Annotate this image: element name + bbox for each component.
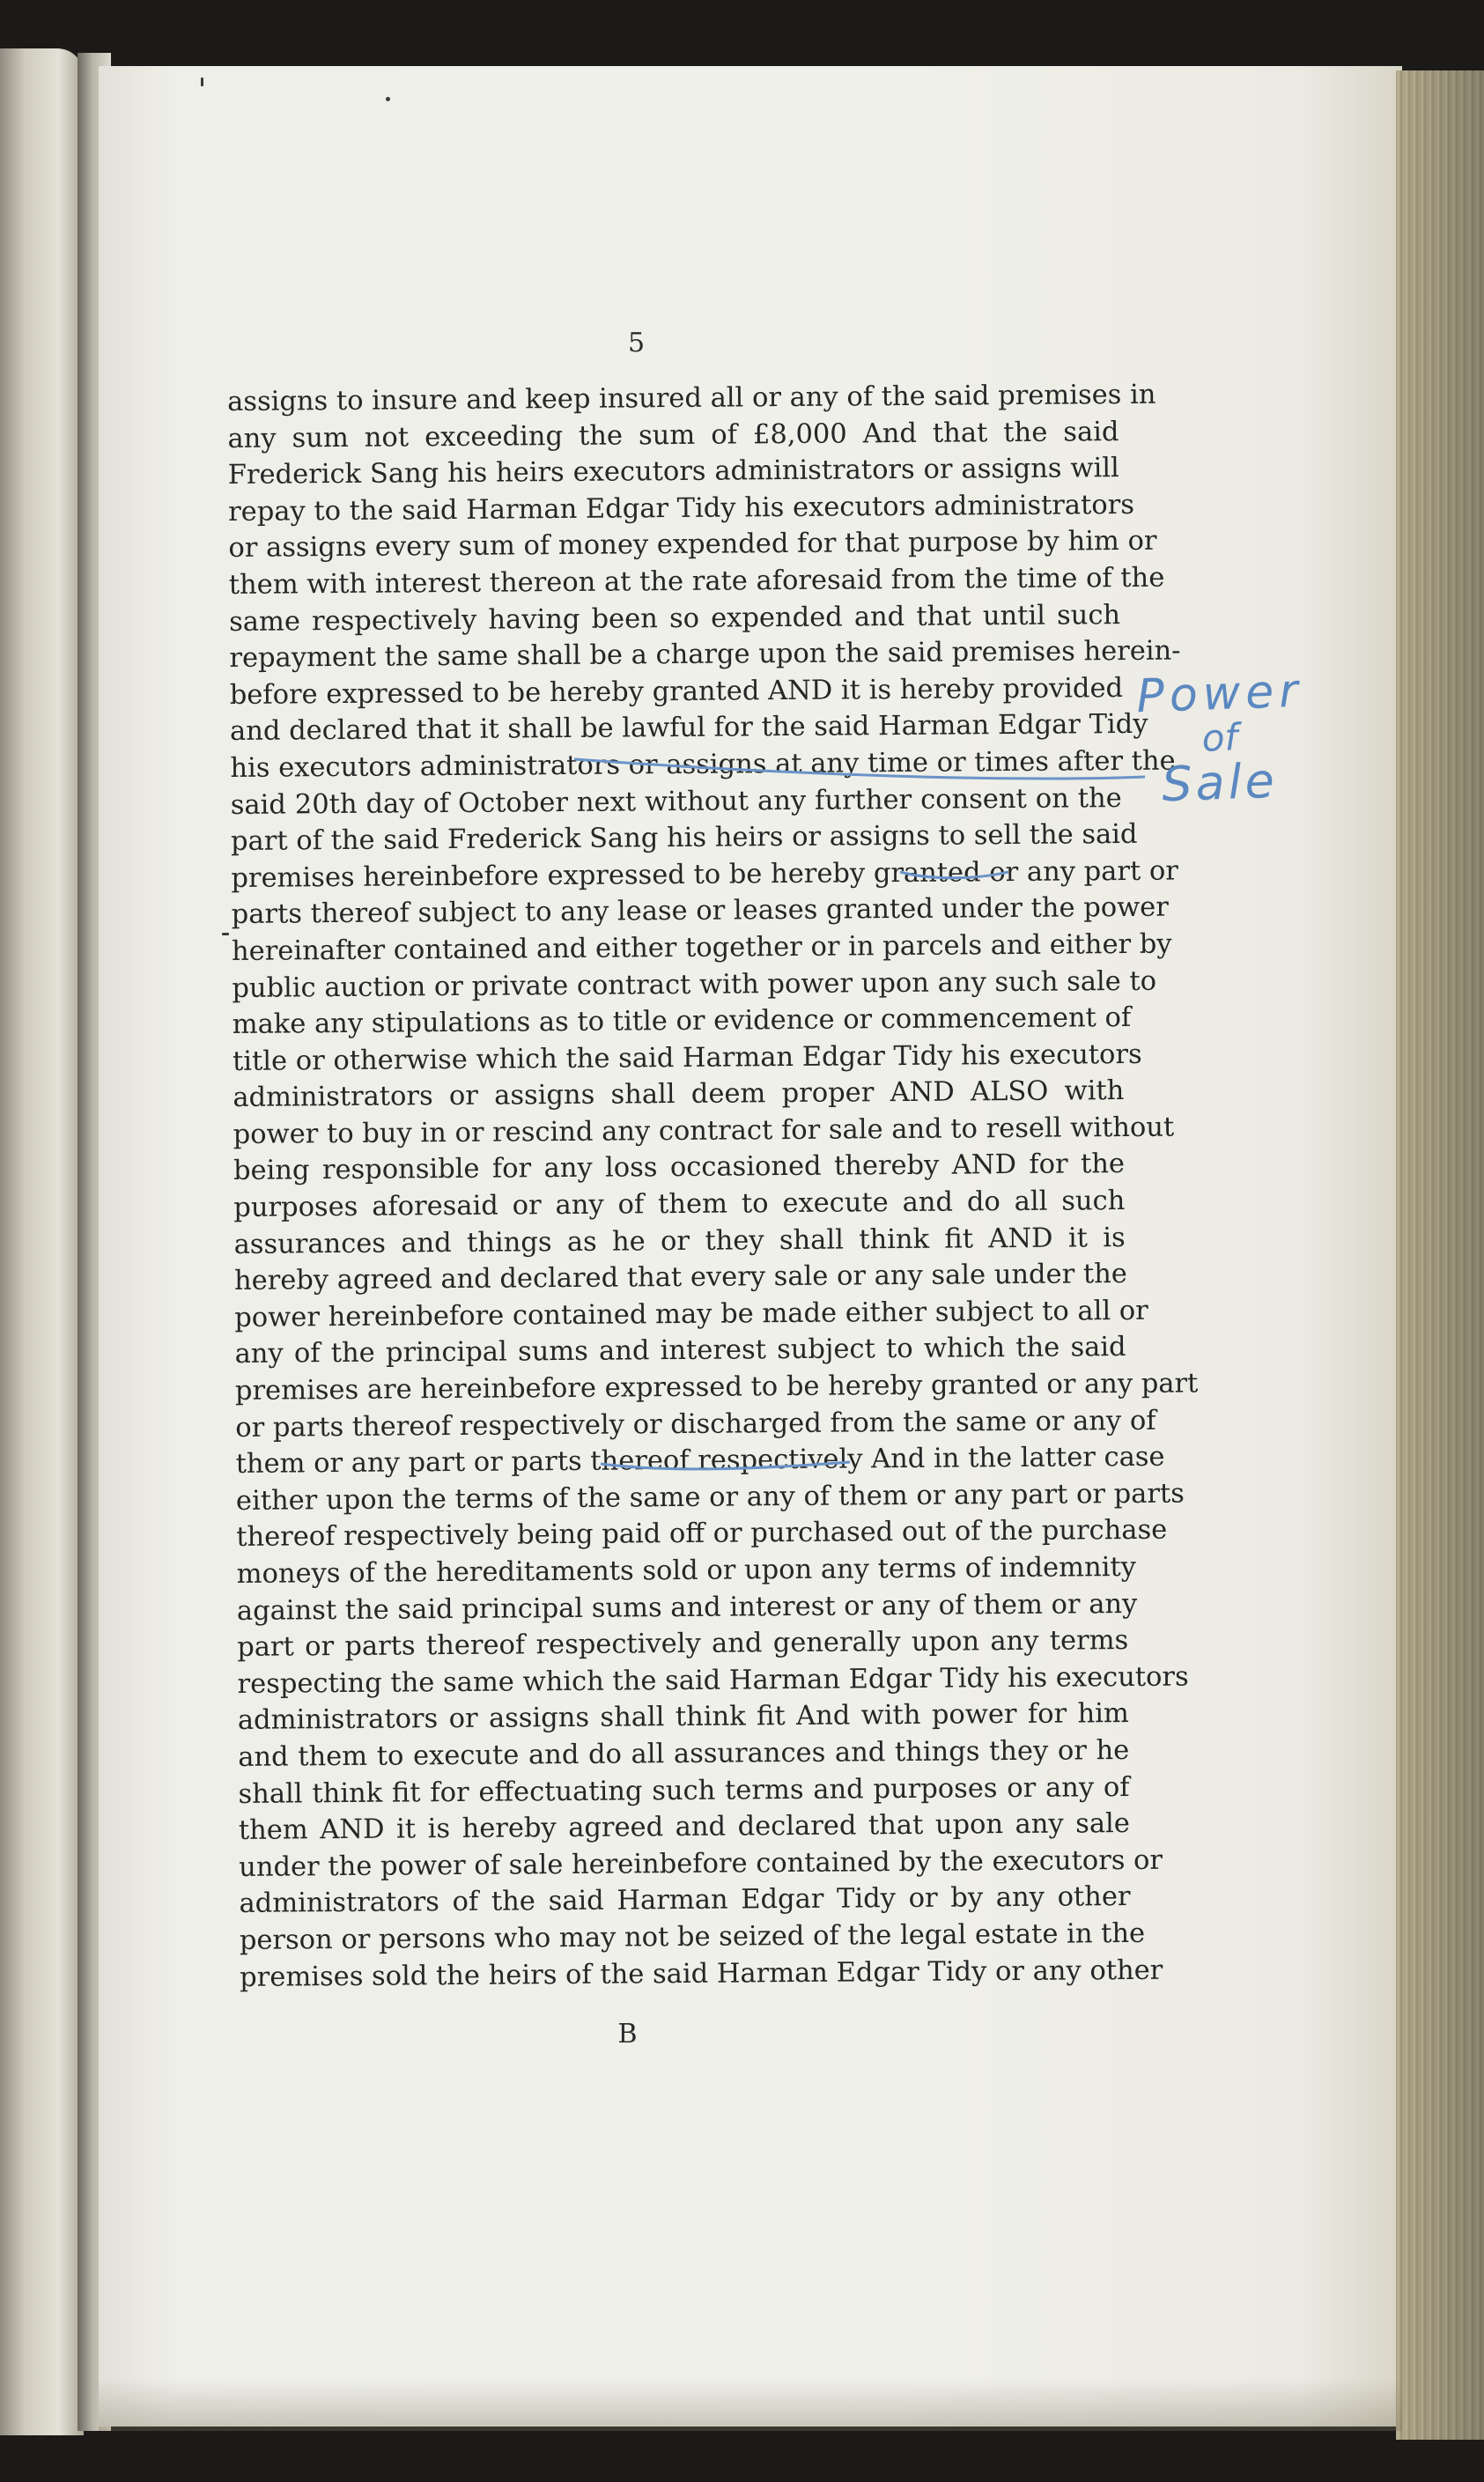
text-line: premises are hereinbefore expressed to be hereby granted or any part [234,1368,1199,1407]
text-line: thereof respectively being paid off or purchased out of the purchase [236,1515,1168,1554]
text-line: them or any part or parts thereof respectively And in the latter case [235,1441,1165,1481]
text-line: administrators of the said Harman Edgar Tidy or by any other [239,1881,1131,1920]
text-line: and them to execute and do all assurances and things they or he [238,1734,1130,1773]
text-line: hereinafter contained and either together or in parcels and either by [231,928,1172,967]
text-line: his executors administrators or assigns at any time or times after the [230,745,1176,784]
text-line: title or otherwise which the said Harman Edgar Tidy his executors [232,1038,1142,1077]
page-number: 5 [627,328,646,358]
text-line: power hereinbefore contained may be made either subject to all or [234,1295,1148,1333]
text-line: assurances and things as he or they shall think fit AND it is [233,1222,1126,1260]
text-line: respecting the same which the said Harman Edgar Tidy his executors [237,1661,1189,1700]
text-line: under the power of sale hereinbefore contained by the executors or [239,1844,1163,1883]
text-line: them AND it is hereby agreed and declared that upon any sale [238,1808,1131,1847]
text-line: repayment the same shall be a charge upon the said premises herein- [229,635,1181,675]
text-line: premises sold the heirs of the said Harman Edgar Tidy or any other [240,1954,1163,1993]
text-line: person or persons who may not be seized of the legal estate in the [239,1917,1146,1956]
text-line: Frederick Sang his heirs executors administrators or assigns will [227,453,1119,491]
note-word-sale: Sale [1161,752,1279,813]
text-line: purposes aforesaid or any of them to execute and do all such [233,1186,1126,1224]
text-line: moneys of the hereditaments sold or upon any terms of indemnity [236,1551,1137,1590]
text-line: same respectively having been so expended and that until such [228,599,1121,638]
text-line: administrators or assigns shall think fit And with power for him [237,1698,1130,1737]
text-line: any of the principal sums and interest subject to which the said [234,1332,1126,1370]
text-line: said 20th day of October next without any further consent on the [230,782,1122,821]
page-bottom-shade [99,2378,1402,2431]
note-word-of: of [1200,715,1239,760]
text-line: parts thereof subject to any lease or leases granted under the power [231,891,1170,931]
text-line: part of the said Frederick Sang his heirs or assigns to sell the said [230,819,1138,858]
text-line: being responsible for any loss occasioned thereby AND for the [233,1149,1126,1187]
text-line: and declared that it shall be lawful for the said Harman Edgar Tidy [229,709,1148,748]
ink-speck [201,78,203,86]
text-line: public auction or private contract with power upon any such sale to [232,965,1157,1004]
text-line: hereby agreed and declared that every sale or any sale under the [233,1259,1127,1297]
text-line: part or parts thereof respectively and generally upon any terms [237,1625,1129,1664]
page-edges [1396,70,1484,2440]
left-page-edge [0,48,84,2435]
text-line: them with interest thereon at the rate aforesaid from the time of the [228,562,1165,601]
text-line: assigns to insure and keep insured all or any of the said premises in [227,379,1156,417]
body-text [227,377,1199,1996]
text-line: administrators or assigns shall deem proper AND ALSO with [233,1075,1125,1114]
margin-tick-mark [222,933,229,935]
text-line: premises hereinbefore expressed to be hereby granted or any part or [231,855,1179,894]
text-line: make any stipulations as to title or evidence or commencement of [232,1002,1132,1041]
note-word-power: Power [1135,664,1304,724]
text-line: against the said principal sums and interest or any of them or any [236,1588,1138,1627]
signature-mark: B [617,2019,638,2050]
text-line: before expressed to be hereby granted AND it is hereby provided [229,672,1124,711]
text-line: shall think fit for effectuating such terms and purposes or any of [238,1771,1130,1810]
text-line: or assigns every sum of money expended for that purpose by him or [228,526,1157,565]
handwritten-margin-note [1114,664,1325,846]
text-line: or parts thereof respectively or discharged from the same or any of [235,1405,1156,1444]
text-line: any sum not exceeding the sum of £8,000 And that the said [227,416,1119,454]
ink-speck [386,97,390,101]
text-line: either upon the terms of the same or any of them or any part or parts [235,1478,1185,1517]
text-line: power to buy in or rescind any contract for sale and to resell without [233,1112,1175,1150]
text-line: repay to the said Harman Edgar Tidy his executors administrators [228,489,1135,528]
